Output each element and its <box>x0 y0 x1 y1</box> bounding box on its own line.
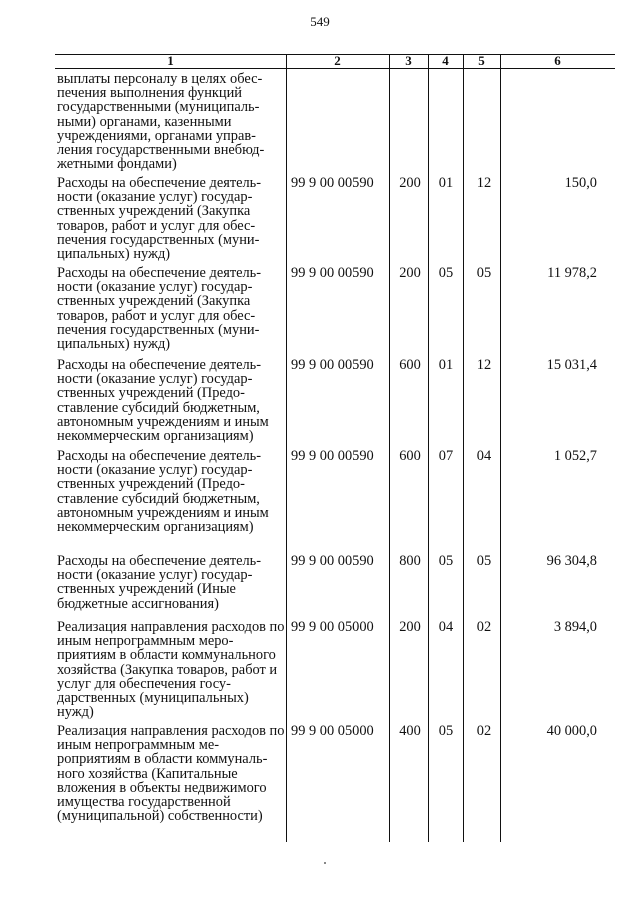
column-header-3: 3 <box>405 53 412 68</box>
budget-table <box>55 54 615 842</box>
column-header-2: 2 <box>334 53 341 68</box>
row-amount: 40 000,0 <box>546 723 597 739</box>
row-amount: 15 031,4 <box>546 357 597 373</box>
row-code: 99 9 00 00590 <box>291 357 374 373</box>
column-divider <box>389 54 390 842</box>
row-col4: 05 <box>438 553 454 569</box>
row-col5: 05 <box>476 265 492 281</box>
row-amount: 1 052,7 <box>553 448 597 464</box>
row-col3: 200 <box>399 265 421 281</box>
row-description: Расходы на обеспечение деятельности (оказание услуг) государственных учреждений (Закупка товаров, работ и услуг для обеспечения государственных (муниципальных) нужд) <box>57 265 262 353</box>
row-description: Расходы на обеспечение деятельности (оказание услуг) государственных учреждений (Иные бюджетные ассигнования) <box>57 553 262 612</box>
column-divider <box>428 54 429 842</box>
row-description: Расходы на обеспечение деятельности (оказание услуг) государственных учреждений (Предоставление субсидий бюджетным, автономным учреждениям и иным некоммерческим организациям) <box>57 448 269 536</box>
row-amount: 96 304,8 <box>546 553 597 569</box>
row-code: 99 9 00 05000 <box>291 619 374 635</box>
row-col4: 07 <box>438 448 454 464</box>
row-col4: 04 <box>438 619 454 635</box>
row-col3: 200 <box>399 619 421 635</box>
row-col5: 12 <box>476 175 492 191</box>
header-bottom-border <box>55 68 615 69</box>
page-number: 549 <box>310 14 330 29</box>
row-amount: 11 978,2 <box>547 265 597 281</box>
row-col4: 01 <box>438 357 454 373</box>
row-amount: 150,0 <box>564 175 597 191</box>
column-divider <box>286 54 287 842</box>
row-description: выплаты персоналу в целях обеспечения выполнения функций государственными (муниципальными) органами, казенными учреждениями, органами управления государственными внебюджетными фондами) <box>57 71 265 173</box>
row-code: 99 9 00 00590 <box>291 553 374 569</box>
row-col5: 02 <box>476 723 492 739</box>
row-description: Реализация направления расходов по иным непрограммным мероприятиям в области коммунального хозяйства (Капитальные вложения в объекты недвижимого имущества государственной (муниципальной) собственности) <box>57 723 285 825</box>
row-col5: 04 <box>476 448 492 464</box>
row-col5: 05 <box>476 553 492 569</box>
column-header-6: 6 <box>554 53 561 68</box>
column-header-1: 1 <box>167 53 174 68</box>
row-col4: 01 <box>438 175 454 191</box>
row-col3: 400 <box>399 723 421 739</box>
column-divider <box>463 54 464 842</box>
row-code: 99 9 00 00590 <box>291 175 374 191</box>
row-code: 99 9 00 05000 <box>291 723 374 739</box>
column-header-5: 5 <box>478 53 485 68</box>
row-col3: 200 <box>399 175 421 191</box>
row-amount: 3 894,0 <box>553 619 597 635</box>
row-col4: 05 <box>438 265 454 281</box>
row-code: 99 9 00 00590 <box>291 448 374 464</box>
row-description: Расходы на обеспечение деятельности (оказание услуг) государственных учреждений (Закупка товаров, работ и услуг для обеспечения государственных (муниципальных) нужд) <box>57 175 262 263</box>
row-description: Расходы на обеспечение деятельности (оказание услуг) государственных учреждений (Предоставление субсидий бюджетным, автономным учреждениям и иным некоммерческим организациям) <box>57 357 269 445</box>
column-header-4: 4 <box>442 53 449 68</box>
row-col5: 02 <box>476 619 492 635</box>
row-col5: 12 <box>476 357 492 373</box>
row-col3: 600 <box>399 448 421 464</box>
row-code: 99 9 00 00590 <box>291 265 374 281</box>
row-col3: 800 <box>399 553 421 569</box>
row-col3: 600 <box>399 357 421 373</box>
row-description: Реализация направления расходов по иным непрограммным мероприятиям в области коммунального хозяйства (Закупка товаров, работ и услуг для обеспечения государственных (муниципальных) нужд) <box>57 619 285 721</box>
row-col4: 05 <box>438 723 454 739</box>
scan-speck <box>324 862 326 864</box>
